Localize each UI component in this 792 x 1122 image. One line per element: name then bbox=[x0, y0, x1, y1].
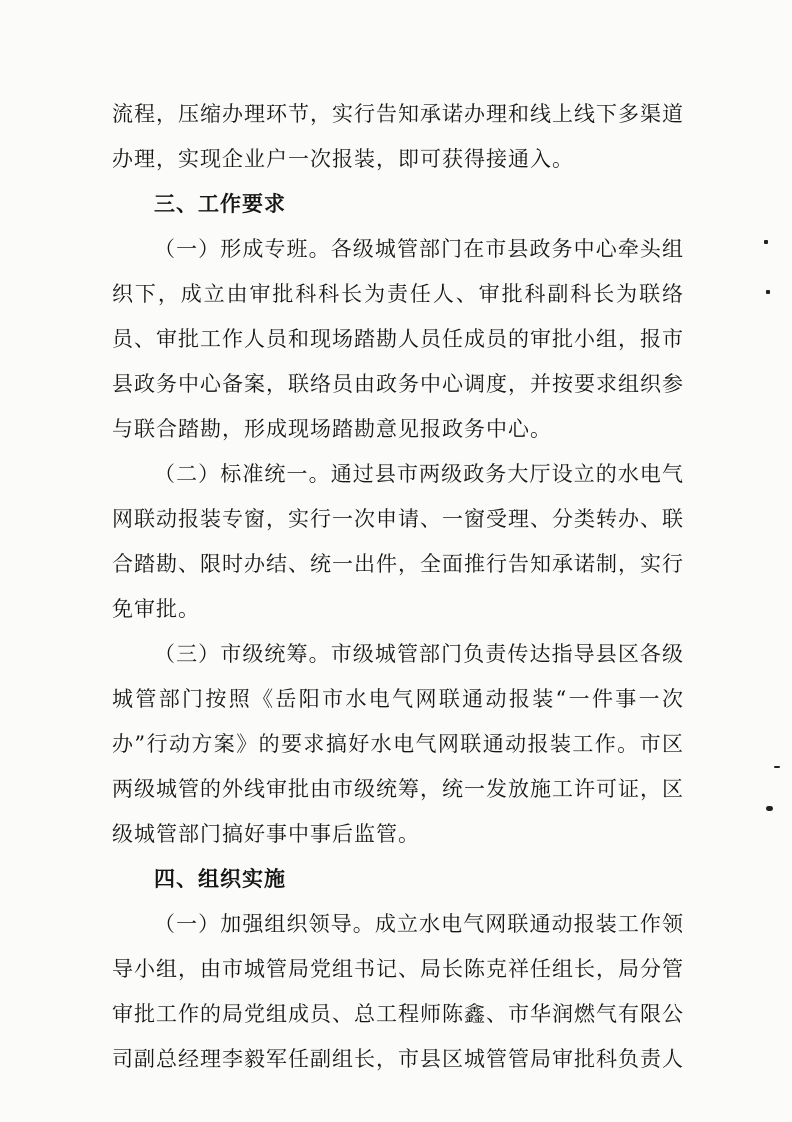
paragraph-unified-standard bbox=[112, 452, 684, 632]
section-heading-organization bbox=[112, 857, 684, 902]
paragraph-text: 市级城管部门负责传达指导县区各级城管部门按照《岳阳市水电气网联通动报装“一件事一次办”行动方案》的要求搞好水电气网联通动报装工作。市区两级城管的外线审批由市级统筹，统一发放施工许可证，区级城管部门搞好事中事后监管。 bbox=[112, 642, 685, 846]
paragraph-leadership bbox=[112, 902, 684, 1082]
scan-speck bbox=[764, 240, 768, 244]
paragraph-continuation bbox=[112, 92, 684, 182]
section-heading-work-requirements bbox=[112, 182, 684, 227]
paragraph-text: 成立水电气网联通动报装工作领导小组，由市城管局党组书记、局长陈克祥任组长，局分管审批工作的局党组成员、总工程师陈鑫、市华润燃气有限公司副总经理李毅军任副组长，市县区城管管局审批科负责人 bbox=[112, 912, 685, 1071]
document-body bbox=[112, 92, 684, 1082]
paragraph-city-coordination bbox=[112, 632, 684, 857]
subsection-label: （一）形成专班。 bbox=[154, 237, 331, 261]
heading-text: 四、组织实施 bbox=[154, 867, 286, 891]
heading-text: 三、工作要求 bbox=[154, 192, 286, 216]
paragraph-text: 流程，压缩办理环节，实行告知承诺办理和线上线下多渠道办理，实现企业户一次报装，即可获得接通入。 bbox=[112, 102, 684, 171]
subsection-label: （二）标准统一。 bbox=[154, 462, 331, 486]
subsection-label: （一）加强组织领导。 bbox=[154, 912, 375, 936]
scan-speck bbox=[774, 766, 780, 768]
scan-speck bbox=[766, 806, 773, 811]
paragraph-text: 各级城管部门在市县政务中心牵头组织下，成立由审批科科长为责任人、审批科副科长为联络员、审批工作人员和现场踏勘人员任成员的审批小组，报市县政务中心备案，联络员由政务中心调度，并按要求组织参与联合踏勘，形成现场踏勘意见报政务中心。 bbox=[112, 237, 685, 441]
paragraph-form-team bbox=[112, 227, 684, 452]
paragraph-text: 通过县市两级政务大厅设立的水电气网联动报装专窗，实行一次申请、一窗受理、分类转办、联合踏勘、限时办结、统一出件，全面推行告知承诺制，实行免审批。 bbox=[112, 462, 685, 621]
scan-speck bbox=[766, 290, 770, 294]
subsection-label: （三）市级统筹。 bbox=[154, 642, 331, 666]
